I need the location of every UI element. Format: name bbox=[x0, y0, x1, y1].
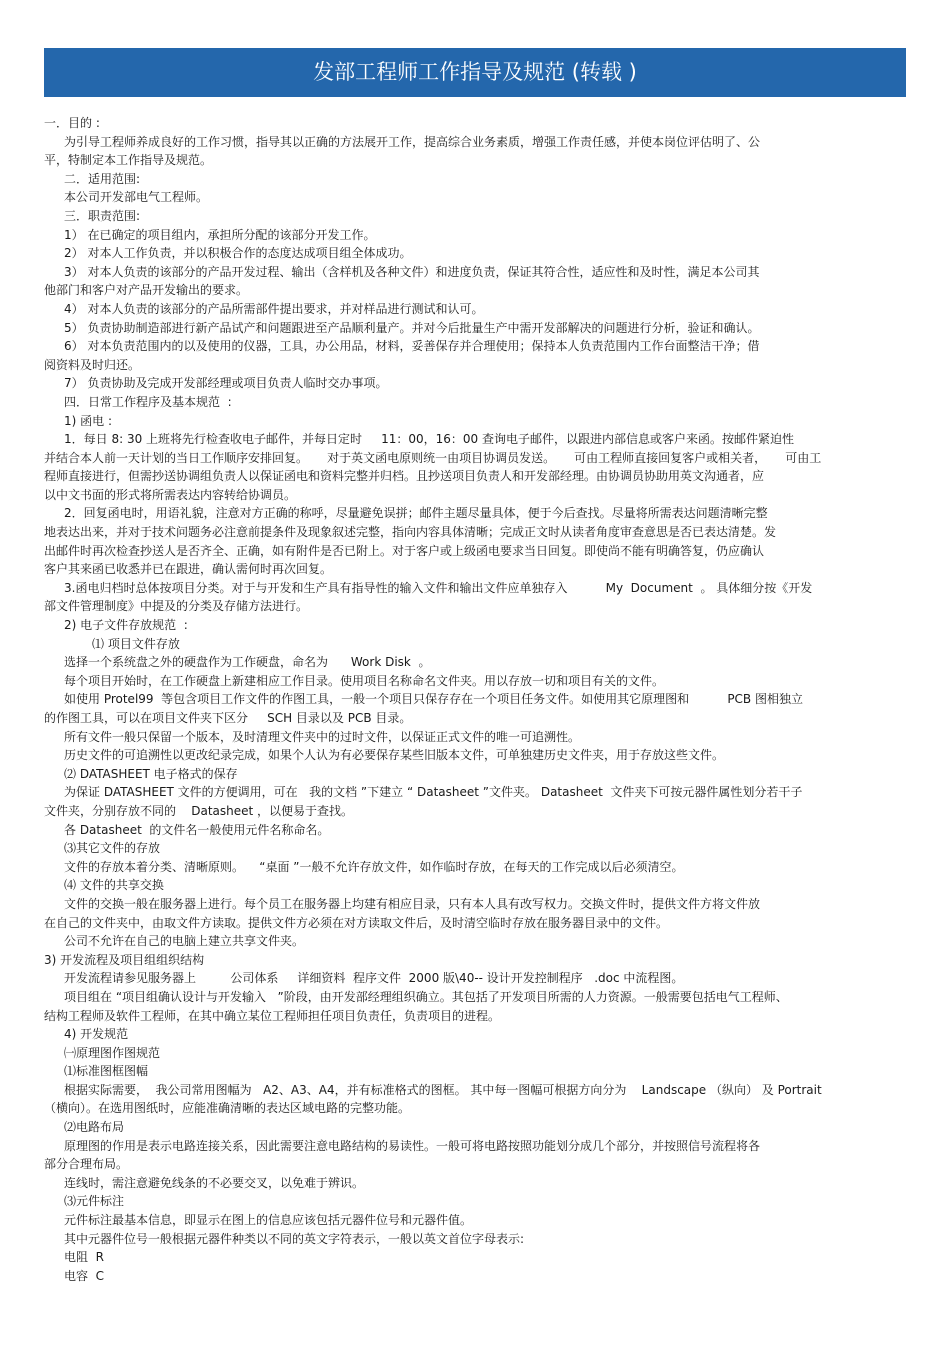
text-line: 的作图工具，可以在项目文件夹下区分 SCH 目录以及 PCB 目录。 bbox=[44, 711, 412, 725]
text-line: 电阻 R bbox=[64, 1250, 104, 1265]
text-line: 3） 对本人负责的该部分的产品开发过程、输出（含样机及各种文件）和进度负责，保证其符合性，适应性和及时性，满足本公司其 bbox=[64, 264, 760, 279]
text-line: 根据实际需要， 我公司常用图幅为 A2、A3、A4，并有标准格式的图框。 其中每一图幅可根据方向分为 Landscape （纵向） 及 Portrait bbox=[64, 1082, 822, 1097]
text-line: 二．适用范围: bbox=[64, 171, 141, 186]
text-line: 原理图的作用是表示电路连接关系，因此需要注意电路结构的易读性。一般可将电路按照功能划分成几个部分，并按照信号流程将各 bbox=[64, 1138, 761, 1153]
text-line: ⑵电路布局 bbox=[64, 1120, 125, 1135]
text-line: 出邮件时再次检查抄送人是否齐全、正确，如有附件是否已附上。对于客户或上级函电要求当日回复。即使尚不能有明确答复，仍应确认 bbox=[44, 543, 765, 558]
text-line: 为保证 DATASHEET 文件的方便调用，可在 我的文档 ”下建立 “ Datasheet ”文件夹。 Datasheet 文件夹下可按元器件属性划分若干子 bbox=[64, 785, 803, 800]
text-line: 3) 开发流程及项目组组织结构 bbox=[44, 952, 205, 967]
text-line: ⑵ DATASHEET 电子格式的保存 bbox=[64, 766, 238, 781]
text-line: 元件标注最基本信息，即显示在图上的信息应该包括元器件位号和元器件值。 bbox=[64, 1213, 473, 1228]
text-line: 4) 开发规范 bbox=[64, 1027, 129, 1042]
text-line: 地表达出来，并对于技术问题务必注意前提条件及现象叙述完整，指向内容具体清晰；完成正文时从读者角度审查意思是否已表达清楚。发 bbox=[44, 525, 777, 540]
text-line: 2) 电子文件存放规范 : bbox=[64, 618, 188, 633]
text-line: 2） 对本人工作负责，并以积极合作的态度达成项目组全体成功。 bbox=[64, 246, 412, 261]
text-line: 电容 C bbox=[64, 1268, 105, 1283]
text-line: 1) 函电 : bbox=[64, 413, 112, 428]
text-line: 文件夹，分别存放不同的 Datasheet ，以便易于查找。 bbox=[44, 803, 354, 818]
text-line: 文件的存放本着分类、清晰原则。 “桌面 ”一般不允许存放文件，如作临时存放，在每天的工作完成以后必须清空。 bbox=[64, 859, 684, 874]
text-line: ⑶元件标注 bbox=[64, 1194, 125, 1209]
text-line: 为引导工程师养成良好的工作习惯，指导其以正确的方法展开工作，提高综合业务素质，增强工作责任感，并使本岗位评估明了、公 bbox=[64, 134, 761, 149]
text-line: 客户其来函已收悉并已在跟进，确认需何时再次回复。 bbox=[44, 562, 333, 577]
text-line: 文件的交换一般在服务器上进行。每个员工在服务器上均建有相应目录，只有本人具有改写权力。交换文件时，提供文件方将文件放 bbox=[64, 896, 761, 911]
text-line: 以中文书面的形式将所需表达内容转给协调员。 bbox=[44, 487, 297, 502]
text-line: 7） 负责协助及完成开发部经理或项目负责人临时交办事项。 bbox=[64, 376, 388, 391]
text-line: 项目组在 “项目组确认设计与开发输入 ”阶段，由开发部经理组织确立。其包括了开发项目所需的人力资源。一般需要包括电气工程师、 bbox=[64, 989, 788, 1004]
text-line: 阅资料及时归还。 bbox=[44, 357, 141, 372]
document-body bbox=[44, 114, 906, 1285]
text-line: ⑶其它文件的存放 bbox=[64, 841, 161, 856]
text-line: 1．每日 8: 30 上班将先行检查收电子邮件，并每日定时 11：00，16：00 查询电子邮件，以跟进内部信息或客户来函。按邮件紧迫性 bbox=[64, 432, 794, 447]
text-line: 所有文件一般只保留一个版本，及时清理文件夹中的过时文件，以保证正式文件的唯一可追溯性。 bbox=[64, 729, 581, 744]
text-line: 每个项目开始时，在工作硬盘上新建相应工作目录。使用项目名称命名文件夹。用以存放一切和项目有关的文件。 bbox=[64, 673, 665, 688]
text-line: 并结合本人前一天计划的当日工作顺序安排回复。 对于英文函电原则统一由项目协调员发送。 可由工程师直接回复客户或相关者， 可由工 bbox=[44, 450, 822, 465]
text-line: ⑴标准图框图幅 bbox=[64, 1064, 149, 1079]
text-line: （横向）。在选用图纸时，应能准确清晰的表达区域电路的完整功能。 bbox=[44, 1101, 411, 1116]
text-line: 6） 对本负责范围内的以及使用的仪器，工具，办公用品，材料，妥善保存并合理使用；保持本人负责范围内工作台面整洁干净；借 bbox=[64, 339, 760, 354]
text-line: 四．日常工作程序及基本规范 : bbox=[64, 394, 232, 409]
text-line: ⑷ 文件的共享交换 bbox=[64, 878, 164, 893]
text-line: 三．职责范围: bbox=[64, 208, 141, 223]
text-line: ㈠原理图作图规范 bbox=[64, 1045, 161, 1060]
text-line: 本公司开发部电气工程师。 bbox=[64, 190, 209, 205]
text-line: 4） 对本人负责的该部分的产品所需部件提出要求，并对样品进行测试和认可。 bbox=[64, 301, 484, 316]
text-line: 他部门和客户对产品开发输出的要求。 bbox=[44, 283, 249, 298]
text-line: 部文件管理制度》中提及的分类及存储方法进行。 bbox=[44, 599, 309, 614]
text-line: 平，特制定本工作指导及规范。 bbox=[44, 153, 213, 168]
text-line: 开发流程请参见服务器上 公司体系 详细资料 程序文件 2000 版\40-- 设计开发控制程序 .doc 中流程图。 bbox=[64, 971, 684, 986]
text-line: 程师直接进行，但需抄送协调组负责人以保证函电和资料完整并归档。且抄送项目负责人和开发部经理。由协调员协助用英文沟通者，应 bbox=[44, 469, 765, 484]
text-line: 一．目的 : bbox=[44, 116, 100, 130]
text-line: 历史文件的可追溯性以更改纪录完成，如果个人认为有必要保存某些旧版本文件，可单独建历史文件夹，用于存放这些文件。 bbox=[64, 748, 725, 763]
text-line: 其中元器件位号一般根据元器件种类以不同的英文字符表示，一般以英文首位字母表示: bbox=[64, 1231, 525, 1246]
page-title: 发部工程师工作指导及规范 (转载 ) bbox=[44, 48, 906, 97]
text-line: 选择一个系统盘之外的硬盘作为工作硬盘，命名为 Work Disk 。 bbox=[64, 655, 431, 670]
text-line: 连线时，需注意避免线条的不必要交叉，以免难于辨识。 bbox=[64, 1175, 365, 1190]
text-line: ⑴ 项目文件存放 bbox=[92, 636, 180, 651]
text-line: 各 Datasheet 的文件名一般使用元件名称命名。 bbox=[64, 822, 330, 837]
text-line: 3.函电归档时总体按项目分类。对于与开发和生产具有指导性的输入文件和输出文件应单独存入 My Document 。 具体细分按《开发 bbox=[64, 580, 813, 595]
text-line: 在自己的文件夹中，由取文件方读取。提供文件方必须在对方读取文件后，及时清空临时存放在服务器目录中的文件。 bbox=[44, 915, 669, 930]
text-line: 如使用 Protel99 等包含项目工作文件的作图工具，一般一个项目只保存存在一个项目任务文件。如使用其它原理图和 PCB 图相独立 bbox=[64, 692, 803, 707]
text-line: 2．回复函电时，用语礼貌，注意对方正确的称呼，尽量避免误拼；邮件主题尽量具体，便于今后查找。尽量将所需表达问题清晰完整 bbox=[64, 506, 768, 521]
text-line: 结构工程师及软件工程师，在其中确立某位工程师担任项目负责任，负责项目的进程。 bbox=[44, 1008, 501, 1023]
text-line: 部分合理布局。 bbox=[44, 1157, 129, 1172]
text-line: 1） 在已确定的项目组内，承担所分配的该部分开发工作。 bbox=[64, 227, 376, 242]
text-line: 公司不允许在自己的电脑上建立共享文件夹。 bbox=[64, 934, 305, 949]
text-line: 5） 负责协助制造部进行新产品试产和问题跟进至产品顺利量产。并对今后批量生产中需开发部解决的问题进行分析，验证和确认。 bbox=[64, 320, 760, 335]
